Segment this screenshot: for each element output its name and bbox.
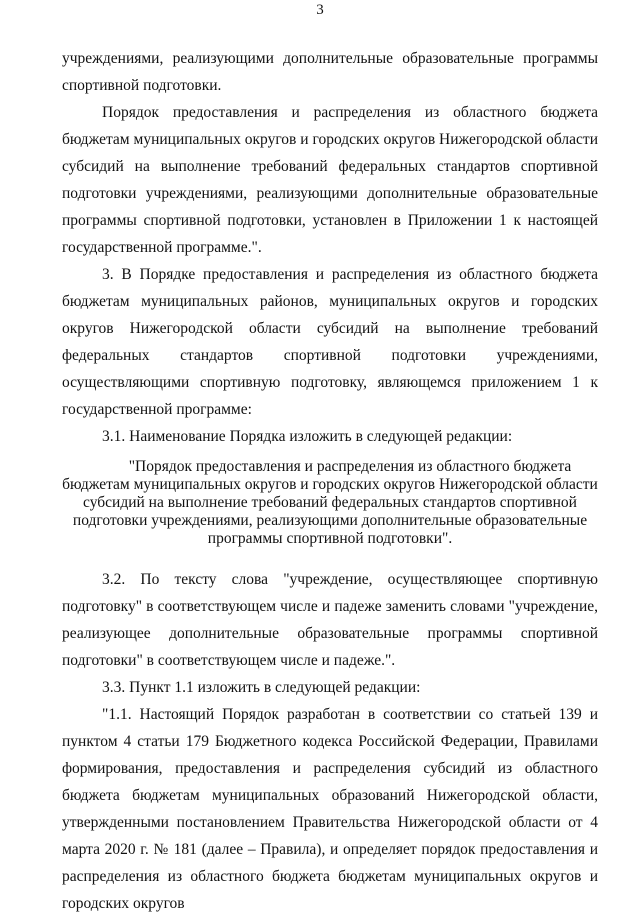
paragraph-continuation: учреждениями, реализующими дополнительные образовательные программы спортивной подготовки. bbox=[62, 50, 598, 94]
document-body bbox=[62, 45, 598, 917]
paragraph-procedure-established: Порядок предоставления и распределения из областного бюджета бюджетам муниципальных округов и городских округов Нижегородской области субсидий на выполнение требований федеральных стандартов спортивной подготовки учреждениями, реализующими дополнительные образовательные программы спортивной подготовки, установлен в Приложении 1 к настоящей государственной программе.". bbox=[62, 104, 598, 256]
paragraph-item-3-3: 3.3. Пункт 1.1 изложить в следующей редакции: bbox=[102, 679, 421, 696]
paragraph-item-3-1: 3.1. Наименование Порядка изложить в следующей редакции: bbox=[102, 428, 513, 445]
page-number: 3 bbox=[316, 2, 324, 18]
quoted-procedure-name: "Порядок предоставления и распределения из областного бюджета бюджетам муниципальных округов и городских округов Нижегородской области субсидий на выполнение требований федеральных стандартов спортивной подготовки учреждениями, реализующими дополнительные образовательные программы спортивной подготовки". bbox=[62, 458, 598, 547]
paragraph-item-3: 3. В Порядке предоставления и распределения из областного бюджета бюджетам муниципальных районов, муниципальных округов и городских округов Нижегородской области субсидий на выполнение требований федеральных стандартов спортивной подготовки учреждениями, осуществляющими спортивную подготовку, являющемся приложением 1 к государственной программе: bbox=[62, 266, 598, 418]
paragraph-item-3-2: 3.2. По тексту слова "учреждение, осуществляющее спортивную подготовку" в соответствующем числе и падеже заменить словами "учреждение, реализующее дополнительные образовательные программы спортивной подготовки" в соответствующем числе и падеже.". bbox=[62, 571, 598, 669]
paragraph-item-1-1: "1.1. Настоящий Порядок разработан в соответствии со статьей 139 и пунктом 4 статьи 179 Бюджетного кодекса Российской Федерации, Правилами формирования, предоставления и распределения субсидий из областного бюджета бюджетам муниципальных образований Нижегородской области, утвержденными постановлением Правительства Нижегородской области от 4 марта 2020 г. № 181 (далее – Правила), и определяет порядок предоставления и распределения из областного бюджета бюджетам муниципальных округов и городских округов bbox=[62, 706, 598, 912]
